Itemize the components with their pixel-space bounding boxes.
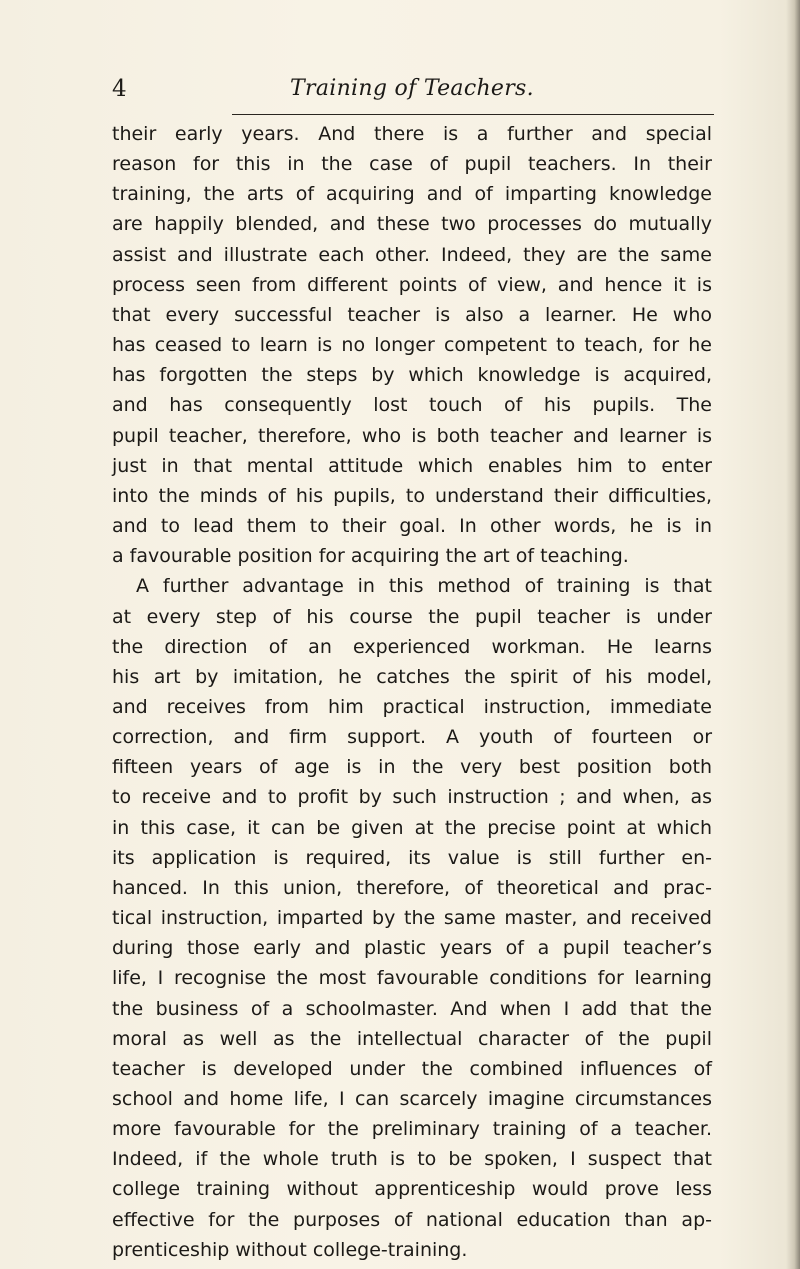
text-line: that every successful teacher is also a learner. He who <box>112 303 712 326</box>
text-line: a favourable position for acquiring the art of teaching. <box>112 545 629 568</box>
body-text <box>112 119 712 1265</box>
text-line: teacher is developed under the combined influences of <box>112 1057 712 1080</box>
text-line: the direction of an experienced workman. He learns <box>112 635 712 658</box>
text-line: moral as well as the intellectual character of the pupil <box>112 1027 712 1050</box>
text-line: into the minds of his pupils, to understand their difficulties, <box>112 484 712 507</box>
text-line: correction, and firm support. A youth of fourteen or <box>112 726 712 749</box>
text-line: his art by imitation, he catches the spirit of his model, <box>112 665 712 688</box>
text-line: and to lead them to their goal. In other words, he is in <box>112 515 712 538</box>
running-title: Training of Teachers. <box>290 76 534 101</box>
text-line: just in that mental attitude which enables him to enter <box>112 454 712 477</box>
text-line: has ceased to learn is no longer competent to teach, for he <box>112 334 712 357</box>
text-line: and has consequently lost touch of his pupils. The <box>112 394 712 417</box>
running-header <box>112 74 712 110</box>
text-line: and receives from him practical instruction, immediate <box>112 695 712 718</box>
text-line: during those early and plastic years of a pupil teacher’s <box>112 937 712 960</box>
text-line: prenticeship without college-training. <box>112 1238 468 1261</box>
text-line: reason for this in the case of pupil teachers. In their <box>112 153 712 176</box>
text-line: are happily blended, and these two processes do mutually <box>112 213 712 236</box>
text-line: in this case, it can be given at the precise point at which <box>112 816 712 839</box>
text-line: has forgotten the steps by which knowledge is acquired, <box>112 364 712 387</box>
page-edge-shadow <box>786 0 800 1269</box>
text-line: college training without apprenticeship would prove less <box>112 1178 712 1201</box>
text-line: process seen from different points of view, and hence it is <box>112 273 712 296</box>
text-line: to receive and to profit by such instruction ; and when, as <box>112 786 712 809</box>
text-line: assist and illustrate each other. Indeed, they are the same <box>112 243 712 266</box>
text-line: its application is required, its value is still further en- <box>112 846 712 869</box>
text-line: training, the arts of acquiring and of imparting knowledge <box>112 183 712 206</box>
text-line: fifteen years of age is in the very best position both <box>112 756 712 779</box>
text-line: the business of a schoolmaster. And when I add that the <box>112 997 712 1020</box>
text-line: A further advantage in this method of training is that <box>136 575 712 598</box>
text-line: more favourable for the preliminary training of a teacher. <box>112 1118 712 1141</box>
text-line: life, I recognise the most favourable conditions for learning <box>112 967 712 990</box>
text-line: at every step of his course the pupil teacher is under <box>112 605 712 628</box>
text-line: their early years. And there is a further and special <box>112 123 712 145</box>
text-line: hanced. In this union, therefore, of theoretical and prac- <box>112 876 712 899</box>
text-line: tical instruction, imparted by the same master, and received <box>112 907 712 930</box>
text-line: Indeed, if the whole truth is to be spoken, I suspect that <box>112 1148 712 1171</box>
text-line: effective for the purposes of national education than ap- <box>112 1208 712 1231</box>
text-line: school and home life, I can scarcely imagine circumstances <box>112 1088 712 1110</box>
text-line: pupil teacher, therefore, who is both teacher and learner is <box>112 424 712 447</box>
header-rule <box>232 114 714 115</box>
page-number: 4 <box>112 76 127 102</box>
